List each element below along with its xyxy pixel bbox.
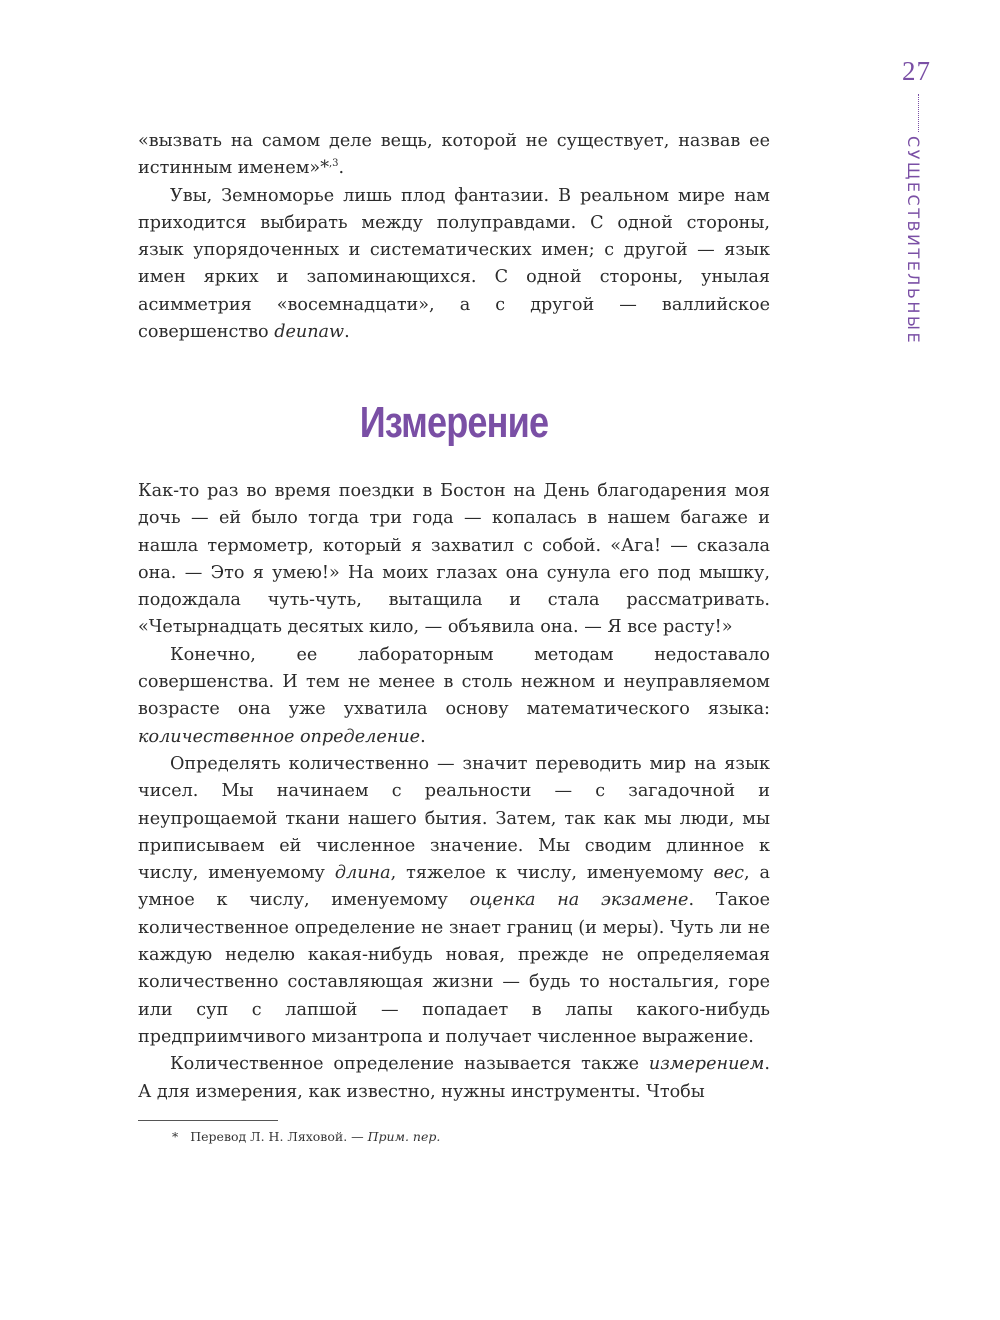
paragraph-thermometer: Как-то раз во время поездки в Бостон на День благодарения моя дочь — ей было тогда три года — копалась в нашем багаже и нашла термометр, который я захватил с собой. «Ага! — сказала она. — Это я умею!» На моих глазах она сунула его под мышку, подождала чуть-чуть, вытащила и стала рассматривать. «Четырнадцать десятых кило, — объявила она. — Я все расту!» xyxy=(138,481,770,638)
term-length: длина xyxy=(334,863,391,884)
paragraph-methods: Конечно, ее лабораторным методам недоставало совершенства. И тем не менее в столь нежном и неуправляемом возрасте она уже ухватила основу математического языка: количественное определение. xyxy=(138,644,770,747)
running-head: СУЩЕСТВИТЕЛЬНЫЕ xyxy=(904,136,923,346)
term-exam-grade: оценка на экзамене xyxy=(469,890,689,911)
endnote-ref: ,3 xyxy=(328,158,339,170)
paragraph-measurement: Количественное определение называется также измерением. А для измерения, как известно, нужны инструменты. Чтобы xyxy=(138,1054,770,1102)
term-weight: вес xyxy=(713,863,744,884)
top-text-block xyxy=(138,128,770,346)
page-number: 27 xyxy=(902,56,931,86)
paragraph-quantify: Определять количественно — значит переводить мир на язык чисел. Мы начинаем с реальности — с загадочной и неупрощаемой ткани нашего бытия. Затем, так как мы люди, мы приписываем ей численное значение. Мы сводим длинное к числу, именуемому длина, тяжелое к числу, именуемому вес, а умное к числу, именуемому оценка на экзамене. Такое количественное определение не знает границ (и меры). Чуть ли не каждую неделю какая-нибудь новая, прежде не определяемая количественно составляющая жизни — будь то ностальгия, горе или суп с лапшой — попадает в лапы какого-нибудь предприимчивого мизантропа и получает численное выражение. xyxy=(138,753,771,1047)
footnote-asterisk: * xyxy=(172,1129,179,1144)
paragraph-earthsea: Увы, Земноморье лишь плод фантазии. В реальном мире нам приходится выбирать между полуправдами. С одной стороны, язык упорядоченных и систематических имен; с другой — язык имен ярких и запоминающихся. С одной стороны, унылая асимметрия «восемнадцати», а с другой — валлийское совершенство deunaw. xyxy=(138,185,770,343)
running-head-rule xyxy=(918,94,919,132)
term-measurement: измерением xyxy=(648,1054,765,1075)
word-deunaw: deunaw xyxy=(274,322,345,343)
footnote-translator-note: Прим. пер. xyxy=(367,1129,441,1144)
section-heading: Измерение xyxy=(359,398,549,447)
footnote-mark: * xyxy=(320,158,329,179)
footnote: * Перевод Л. Н. Ляховой. — Прим. пер. xyxy=(172,1129,441,1144)
term-quantification: количественное определение xyxy=(138,726,421,747)
footnote-rule xyxy=(138,1120,278,1121)
paragraph-quote-end: «вызвать на самом деле вещь, которой не существует, назвав ее истинным именем»*$^{,3}$. xyxy=(138,131,770,179)
bottom-text-block xyxy=(138,478,770,1106)
